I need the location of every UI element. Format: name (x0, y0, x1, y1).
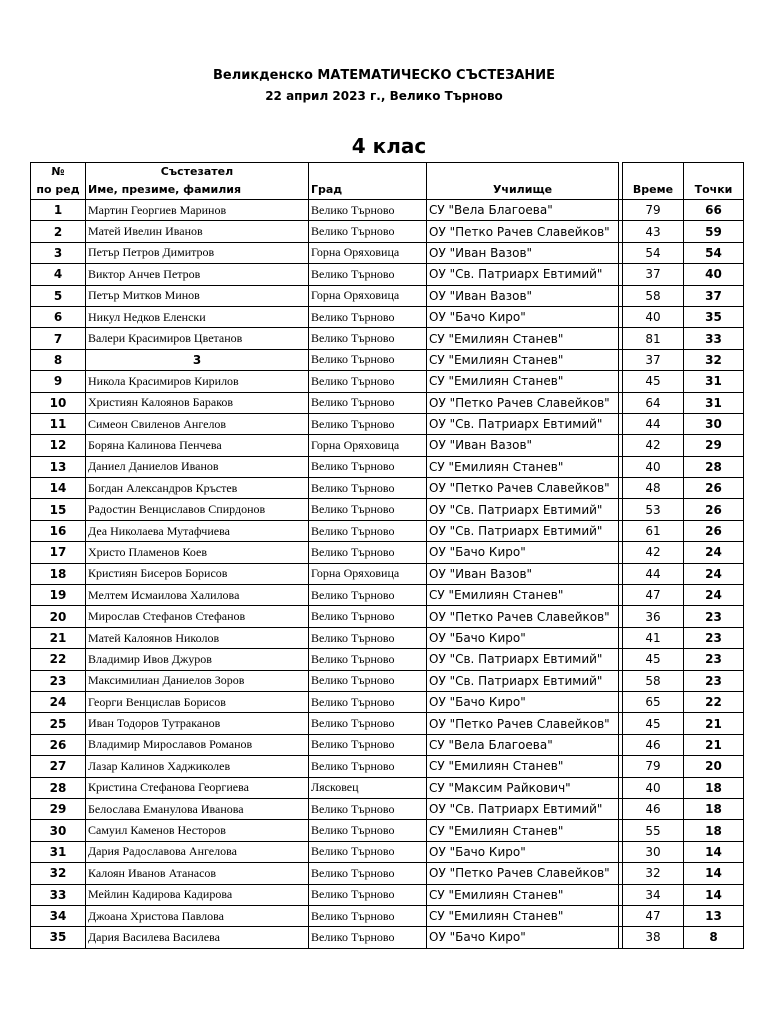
cell-city: Велико Търново (309, 820, 427, 841)
cell-school: ОУ "Св. Патриарх Евтимий" (427, 649, 619, 670)
cell-no: 17 (31, 542, 86, 563)
cell-no: 29 (31, 798, 86, 819)
cell-city: Горна Оряховица (309, 285, 427, 306)
cell-no: 14 (31, 478, 86, 499)
table-row (31, 863, 744, 884)
cell-name: Мейлин Кадирова Кадирова (86, 884, 309, 905)
cell-points: 28 (684, 456, 744, 477)
cell-time: 44 (623, 413, 684, 434)
cell-no: 9 (31, 371, 86, 392)
cell-school: ОУ "Бачо Киро" (427, 691, 619, 712)
cell-name: Георги Венцислав Борисов (86, 691, 309, 712)
cell-city: Велико Търново (309, 905, 427, 926)
cell-school: СУ "Емилиян Станев" (427, 585, 619, 606)
header-points-top (684, 163, 744, 181)
cell-time: 45 (623, 649, 684, 670)
table-row (31, 927, 744, 948)
table-row (31, 649, 744, 670)
cell-city: Велико Търново (309, 756, 427, 777)
cell-school: ОУ "Петко Рачев Славейков" (427, 478, 619, 499)
cell-no: 25 (31, 713, 86, 734)
cell-school: ОУ "Иван Вазов" (427, 242, 619, 263)
cell-points: 31 (684, 371, 744, 392)
cell-name: Христо Пламенов Коев (86, 542, 309, 563)
cell-no: 24 (31, 691, 86, 712)
cell-name: Мелтем Исмаилова Халилова (86, 585, 309, 606)
cell-school: СУ "Емилиян Станев" (427, 349, 619, 370)
cell-name: Никул Недков Еленски (86, 306, 309, 327)
cell-time: 54 (623, 242, 684, 263)
table-row (31, 499, 744, 520)
cell-school: ОУ "Св. Патриарх Евтимий" (427, 798, 619, 819)
header-school-top (427, 163, 619, 181)
cell-school: СУ "Емилиян Станев" (427, 884, 619, 905)
cell-city: Велико Търново (309, 713, 427, 734)
cell-no: 2 (31, 221, 86, 242)
cell-points: 14 (684, 884, 744, 905)
cell-no: 16 (31, 520, 86, 541)
cell-city: Велико Търново (309, 392, 427, 413)
cell-school: ОУ "Св. Патриарх Евтимий" (427, 413, 619, 434)
cell-school: ОУ "Петко Рачев Славейков" (427, 713, 619, 734)
cell-points: 59 (684, 221, 744, 242)
cell-no: 12 (31, 435, 86, 456)
table-row (31, 349, 744, 370)
cell-name: Дария Радославова Ангелова (86, 841, 309, 862)
cell-no: 8 (31, 349, 86, 370)
cell-no: 32 (31, 863, 86, 884)
cell-points: 18 (684, 820, 744, 841)
header-name-bottom: Име, презиме, фамилия (86, 180, 309, 200)
results-body (31, 163, 744, 949)
cell-name: Никола Красимиров Кирилов (86, 371, 309, 392)
cell-school: ОУ "Св. Патриарх Евтимий" (427, 670, 619, 691)
cell-points: 21 (684, 713, 744, 734)
table-row (31, 392, 744, 413)
table-row (31, 627, 744, 648)
table-row (31, 520, 744, 541)
cell-no: 23 (31, 670, 86, 691)
cell-city: Велико Търново (309, 306, 427, 327)
header-school: Училище (427, 180, 619, 200)
header-city: Град (309, 180, 427, 200)
table-row (31, 798, 744, 819)
cell-city: Велико Търново (309, 200, 427, 221)
header-row-bottom (31, 180, 744, 200)
cell-name: Петър Петров Димитров (86, 242, 309, 263)
table-row (31, 456, 744, 477)
cell-points: 29 (684, 435, 744, 456)
cell-no: 31 (31, 841, 86, 862)
header-no-bottom: по ред (31, 180, 86, 200)
cell-points: 26 (684, 520, 744, 541)
cell-school: ОУ "Бачо Киро" (427, 627, 619, 648)
cell-name: Дария Василева Василева (86, 927, 309, 948)
cell-school: ОУ "Бачо Киро" (427, 306, 619, 327)
table-row (31, 820, 744, 841)
cell-points: 24 (684, 542, 744, 563)
cell-no: 26 (31, 734, 86, 755)
cell-no: 13 (31, 456, 86, 477)
cell-school: ОУ "Бачо Киро" (427, 542, 619, 563)
cell-school: СУ "Максим Райкович" (427, 777, 619, 798)
cell-city: Горна Оряховица (309, 242, 427, 263)
cell-school: ОУ "Петко Рачев Славейков" (427, 221, 619, 242)
cell-city: Велико Търново (309, 798, 427, 819)
cell-time: 34 (623, 884, 684, 905)
table-row (31, 777, 744, 798)
cell-time: 44 (623, 563, 684, 584)
cell-city: Лясковец (309, 777, 427, 798)
cell-city: Велико Търново (309, 649, 427, 670)
cell-time: 32 (623, 863, 684, 884)
header-no-top: № (31, 163, 86, 181)
cell-no: 3 (31, 242, 86, 263)
cell-school: ОУ "Св. Патриарх Евтимий" (427, 499, 619, 520)
cell-no: 5 (31, 285, 86, 306)
table-row (31, 328, 744, 349)
cell-school: ОУ "Бачо Киро" (427, 927, 619, 948)
table-row (31, 306, 744, 327)
cell-time: 45 (623, 371, 684, 392)
cell-name: 3 (86, 349, 309, 370)
cell-name: Валери Красимиров Цветанов (86, 328, 309, 349)
header-contestant-top: Състезател (86, 163, 309, 181)
cell-city: Велико Търново (309, 606, 427, 627)
cell-no: 10 (31, 392, 86, 413)
cell-points: 14 (684, 863, 744, 884)
cell-time: 37 (623, 349, 684, 370)
cell-name: Владимир Мирославов Романов (86, 734, 309, 755)
page-title: Великденско МАТЕМАТИЧЕСКО СЪСТЕЗАНИЕ (212, 68, 556, 83)
cell-city: Велико Търново (309, 328, 427, 349)
cell-school: ОУ "Петко Рачев Славейков" (427, 863, 619, 884)
cell-no: 27 (31, 756, 86, 777)
cell-name: Владимир Ивов Джуров (86, 649, 309, 670)
cell-no: 21 (31, 627, 86, 648)
cell-city: Велико Търново (309, 499, 427, 520)
cell-city: Велико Търново (309, 264, 427, 285)
cell-city: Велико Търново (309, 371, 427, 392)
table-row (31, 670, 744, 691)
cell-points: 22 (684, 691, 744, 712)
cell-time: 42 (623, 542, 684, 563)
cell-school: СУ "Емилиян Станев" (427, 371, 619, 392)
cell-name: Иван Тодоров Тутраканов (86, 713, 309, 734)
cell-time: 79 (623, 200, 684, 221)
cell-name: Богдан Александров Кръстев (86, 478, 309, 499)
cell-time: 79 (623, 756, 684, 777)
header-time-top (623, 163, 684, 181)
cell-school: СУ "Емилиян Станев" (427, 905, 619, 926)
table-row (31, 542, 744, 563)
cell-city: Велико Търново (309, 478, 427, 499)
cell-points: 23 (684, 627, 744, 648)
cell-time: 45 (623, 713, 684, 734)
table-row (31, 905, 744, 926)
cell-city: Велико Търново (309, 734, 427, 755)
cell-points: 21 (684, 734, 744, 755)
page-subtitle: 22 април 2023 г., Велико Търново (265, 89, 503, 103)
table-row (31, 264, 744, 285)
cell-time: 46 (623, 734, 684, 755)
cell-time: 37 (623, 264, 684, 285)
cell-time: 41 (623, 627, 684, 648)
cell-name: Мартин Георгиев Маринов (86, 200, 309, 221)
cell-city: Велико Търново (309, 627, 427, 648)
cell-city: Велико Търново (309, 863, 427, 884)
cell-school: СУ "Вела Благоева" (427, 200, 619, 221)
table-row (31, 713, 744, 734)
table-row (31, 371, 744, 392)
cell-city: Велико Търново (309, 841, 427, 862)
cell-time: 46 (623, 798, 684, 819)
cell-name: Матей Калоянов Николов (86, 627, 309, 648)
cell-time: 53 (623, 499, 684, 520)
cell-school: ОУ "Иван Вазов" (427, 285, 619, 306)
cell-time: 64 (623, 392, 684, 413)
cell-city: Велико Търново (309, 542, 427, 563)
cell-school: СУ "Вела Благоева" (427, 734, 619, 755)
cell-name: Лазар Калинов Хаджиколев (86, 756, 309, 777)
cell-time: 40 (623, 456, 684, 477)
cell-city: Велико Търново (309, 349, 427, 370)
class-heading: 4 клас (351, 134, 427, 158)
cell-name: Боряна Калинова Пенчева (86, 435, 309, 456)
table-row (31, 563, 744, 584)
cell-time: 65 (623, 691, 684, 712)
cell-points: 66 (684, 200, 744, 221)
cell-school: СУ "Емилиян Станев" (427, 820, 619, 841)
cell-time: 47 (623, 585, 684, 606)
cell-time: 81 (623, 328, 684, 349)
cell-name: Белослава Еманулова Иванова (86, 798, 309, 819)
cell-school: ОУ "Петко Рачев Славейков" (427, 606, 619, 627)
table-row (31, 756, 744, 777)
cell-name: Симеон Свиленов Ангелов (86, 413, 309, 434)
table-row (31, 221, 744, 242)
cell-name: Мирослав Стефанов Стефанов (86, 606, 309, 627)
cell-name: Кристиян Бисеров Борисов (86, 563, 309, 584)
cell-points: 14 (684, 841, 744, 862)
cell-no: 28 (31, 777, 86, 798)
cell-city: Велико Търново (309, 927, 427, 948)
cell-points: 54 (684, 242, 744, 263)
cell-school: СУ "Емилиян Станев" (427, 756, 619, 777)
table-row (31, 734, 744, 755)
cell-name: Джоана Христова Павлова (86, 905, 309, 926)
cell-no: 34 (31, 905, 86, 926)
table-row (31, 285, 744, 306)
cell-time: 61 (623, 520, 684, 541)
table-row (31, 200, 744, 221)
results-table (30, 162, 744, 949)
cell-name: Кристина Стефанова Георгиева (86, 777, 309, 798)
cell-no: 35 (31, 927, 86, 948)
cell-name: Християн Калоянов Бараков (86, 392, 309, 413)
cell-no: 22 (31, 649, 86, 670)
cell-time: 47 (623, 905, 684, 926)
cell-time: 40 (623, 777, 684, 798)
cell-name: Деа Николаева Мутафчиева (86, 520, 309, 541)
cell-points: 26 (684, 478, 744, 499)
cell-city: Велико Търново (309, 221, 427, 242)
cell-points: 23 (684, 670, 744, 691)
cell-city: Велико Търново (309, 670, 427, 691)
cell-points: 24 (684, 563, 744, 584)
cell-city: Горна Оряховица (309, 435, 427, 456)
cell-time: 30 (623, 841, 684, 862)
cell-points: 33 (684, 328, 744, 349)
cell-time: 55 (623, 820, 684, 841)
table-row (31, 242, 744, 263)
cell-points: 31 (684, 392, 744, 413)
cell-city: Велико Търново (309, 520, 427, 541)
table-row (31, 606, 744, 627)
cell-points: 30 (684, 413, 744, 434)
cell-points: 18 (684, 798, 744, 819)
cell-school: ОУ "Иван Вазов" (427, 435, 619, 456)
cell-points: 18 (684, 777, 744, 798)
table-row (31, 884, 744, 905)
cell-points: 20 (684, 756, 744, 777)
cell-name: Даниел Даниелов Иванов (86, 456, 309, 477)
cell-time: 58 (623, 670, 684, 691)
cell-no: 15 (31, 499, 86, 520)
cell-no: 19 (31, 585, 86, 606)
header-time: Време (623, 180, 684, 200)
cell-points: 37 (684, 285, 744, 306)
cell-points: 8 (684, 927, 744, 948)
cell-no: 4 (31, 264, 86, 285)
cell-school: ОУ "Бачо Киро" (427, 841, 619, 862)
cell-city: Велико Търново (309, 691, 427, 712)
cell-city: Велико Търново (309, 456, 427, 477)
cell-time: 40 (623, 306, 684, 327)
cell-no: 30 (31, 820, 86, 841)
cell-no: 33 (31, 884, 86, 905)
cell-time: 48 (623, 478, 684, 499)
cell-city: Велико Търново (309, 413, 427, 434)
cell-points: 23 (684, 649, 744, 670)
cell-city: Велико Търново (309, 585, 427, 606)
cell-school: СУ "Емилиян Станев" (427, 328, 619, 349)
header-city-top (309, 163, 427, 181)
cell-time: 43 (623, 221, 684, 242)
table-row (31, 413, 744, 434)
cell-name: Максимилиан Даниелов Зоров (86, 670, 309, 691)
cell-name: Калоян Иванов Атанасов (86, 863, 309, 884)
table-row (31, 691, 744, 712)
cell-no: 11 (31, 413, 86, 434)
cell-points: 35 (684, 306, 744, 327)
cell-name: Самуил Каменов Несторов (86, 820, 309, 841)
table-row (31, 585, 744, 606)
cell-no: 18 (31, 563, 86, 584)
cell-school: СУ "Емилиян Станев" (427, 456, 619, 477)
cell-school: ОУ "Иван Вазов" (427, 563, 619, 584)
cell-time: 58 (623, 285, 684, 306)
cell-city: Горна Оряховица (309, 563, 427, 584)
cell-name: Матей Ивелин Иванов (86, 221, 309, 242)
header-points: Точки (684, 180, 744, 200)
cell-no: 1 (31, 200, 86, 221)
cell-points: 13 (684, 905, 744, 926)
cell-name: Виктор Анчев Петров (86, 264, 309, 285)
cell-time: 36 (623, 606, 684, 627)
cell-no: 7 (31, 328, 86, 349)
table-row (31, 435, 744, 456)
cell-name: Радостин Венциславов Спирдонов (86, 499, 309, 520)
cell-points: 23 (684, 606, 744, 627)
cell-no: 6 (31, 306, 86, 327)
cell-points: 40 (684, 264, 744, 285)
table-row (31, 478, 744, 499)
cell-name: Петър Митков Минов (86, 285, 309, 306)
cell-school: ОУ "Св. Патриарх Евтимий" (427, 264, 619, 285)
cell-points: 24 (684, 585, 744, 606)
header-row-top (31, 163, 744, 181)
cell-points: 32 (684, 349, 744, 370)
cell-points: 26 (684, 499, 744, 520)
cell-time: 38 (623, 927, 684, 948)
cell-school: ОУ "Петко Рачев Славейков" (427, 392, 619, 413)
cell-time: 42 (623, 435, 684, 456)
cell-school: ОУ "Св. Патриарх Евтимий" (427, 520, 619, 541)
cell-no: 20 (31, 606, 86, 627)
table-row (31, 841, 744, 862)
cell-city: Велико Търново (309, 884, 427, 905)
